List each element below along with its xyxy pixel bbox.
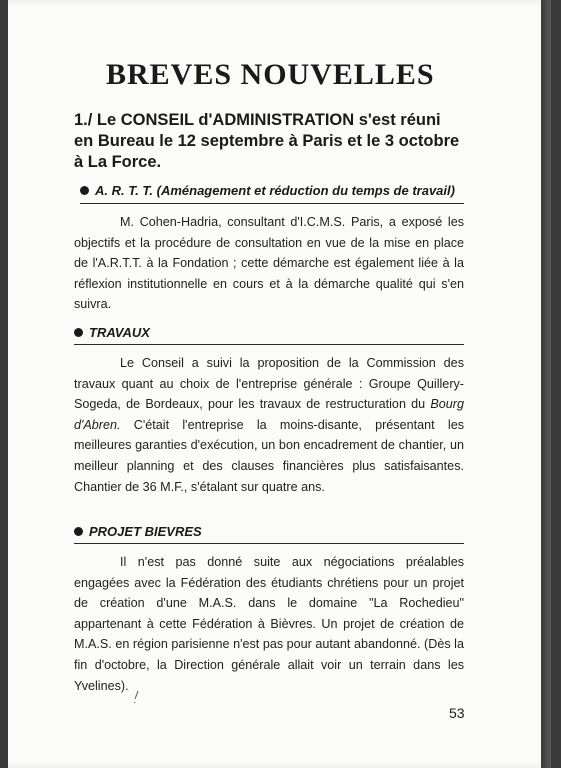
pen-mark-icon	[132, 690, 140, 704]
divider	[74, 344, 464, 345]
paragraph-bievres: Il n'est pas donné suite aux négociations préalables engagées avec la Fédération des étudiants chrétiens pour un projet de création d'une M.A.S. dans le domaine "La Rochedieu" appartenant à cette Fédération à Bièvres. Un projet de création de M.A.S. en région parisienne n'est pas pour autant abandonné. (Dès la fin d'octobre, la Direction générale allait voir un terrain dans les Yvelines).	[74, 555, 464, 693]
section-travaux	[74, 325, 150, 340]
section-label-bievres: PROJET BIEVRES	[89, 524, 202, 539]
travaux-text-start: Le Conseil a suivi la proposition de la Commission des travaux quant au choix de l'entreprise générale : Groupe Quillery-Sogeda, de Bordeaux, pour les travaux de restructuration du	[74, 356, 464, 412]
section-bievres	[74, 524, 202, 539]
section-label-artt: A. R. T. T. (Aménagement et réduction du temps de travail)	[95, 183, 455, 198]
page-number: 53	[449, 705, 465, 721]
divider	[80, 203, 464, 204]
travaux-text-end: C'était l'entreprise la moins-disante, présentant les meilleures garanties d'exécution, un bon encadrement de chantier, un meilleur planning et des clauses financières plus satisfaisantes. Chantier de 36 M.F., s'étalant sur quatre ans.	[74, 417, 464, 494]
page-edge	[541, 0, 551, 768]
divider	[74, 543, 464, 544]
document-page	[8, 0, 551, 768]
bullet-icon	[74, 527, 83, 536]
page-title: BREVES NOUVELLES	[106, 58, 435, 91]
paragraph-artt: M. Cohen-Hadria, consultant d'I.C.M.S. Paris, a exposé les objectifs et la procédure de consultation en vue de la mise en place de l'A.R.T.T. à la Fondation ; cette démarche est également liée à la réflexion institutionnelle en cours et à la démarche qualité qui s'en suivra.	[74, 215, 464, 312]
travaux-text-italic: Bourg d'Abren.	[74, 397, 464, 432]
section-label-travaux: TRAVAUX	[89, 325, 150, 340]
section-heading-conseil: 1./ Le CONSEIL d'ADMINISTRATION s'est réuni en Bureau le 12 septembre à Paris et le 3 octobre à La Force.	[74, 111, 460, 171]
section-artt	[80, 183, 455, 198]
bullet-icon	[80, 186, 89, 195]
bullet-icon	[74, 328, 83, 337]
paragraph-travaux	[74, 353, 464, 497]
